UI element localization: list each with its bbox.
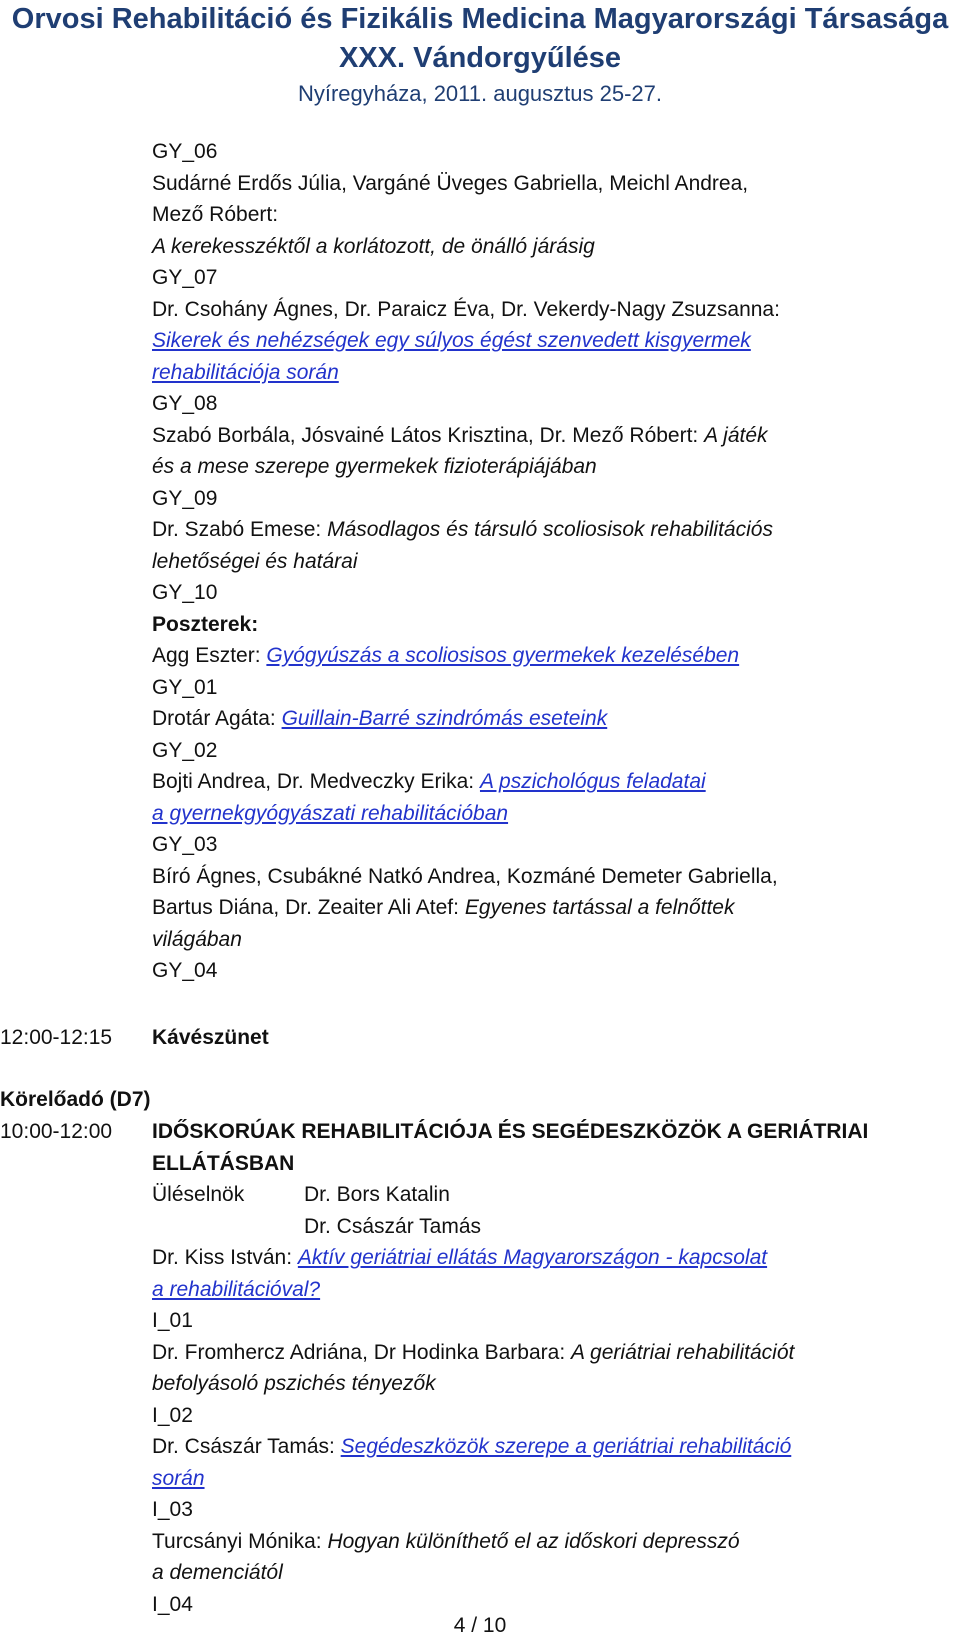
authors: Bojti Andrea, Dr. Medveczky Erika: (152, 770, 480, 793)
program-list-pediatric (152, 136, 912, 987)
talk-title-link[interactable]: Aktív geriátriai ellátás Magyarországon - kapcsolat (297, 1246, 768, 1269)
header-place-date: Nyíregyháza, 2011. augusztus 25-27. (297, 81, 663, 106)
authors: Dr. Fromhercz Adriána, Dr Hodinka Barbara: (152, 1340, 571, 1364)
talk-title: és a mese szerepe gyermekek fizioterápiájában (152, 455, 597, 478)
room-label: Körelőadó (D7) (0, 1088, 151, 1111)
code-label: GY_01 (152, 675, 218, 699)
talk-title-link[interactable]: rehabilitációja során (152, 360, 339, 384)
session-geriatric (152, 1116, 912, 1620)
authors: Drotár Agáta: (152, 707, 282, 730)
code-label: GY_04 (152, 959, 218, 982)
header-title: Orvosi Rehabilitáció és Fizikális Medicina Magyarországi Társasága (11, 3, 949, 35)
authors: Agg Eszter: (152, 644, 267, 667)
talk-title: lehetőségei és határai (152, 549, 358, 573)
poster-title-link[interactable]: a gyernekgyógyászati rehabilitációban (152, 801, 509, 825)
code-label: I_01 (152, 1309, 193, 1332)
posters-label: Poszterek: (152, 612, 259, 636)
talk-title: A geriátriai rehabilitációt (571, 1340, 795, 1364)
authors: Mező Róbert: (152, 203, 279, 226)
code-label: GY_08 (152, 392, 218, 415)
page-number: 4 / 10 (453, 1614, 507, 1637)
chairs-label: Üléselnök (152, 1183, 245, 1206)
code-label: I_02 (152, 1403, 193, 1427)
authors: Dr. Szabó Emese: (152, 518, 328, 541)
poster-title-link[interactable]: Guillain-Barré szindrómás eseteink (281, 707, 608, 730)
talk-title-link[interactable]: a rehabilitációval? (152, 1277, 321, 1301)
talk-title: A kerekesszéktől a korlátozott, de önálló járásig (152, 234, 595, 258)
authors: Dr. Kiss István: (152, 1246, 298, 1269)
code-label: GY_09 (152, 486, 218, 510)
code-label: GY_06 (152, 140, 218, 163)
header-subtitle: XXX. Vándorgyűlése (338, 42, 622, 74)
talk-title-link[interactable]: során (152, 1466, 205, 1490)
authors: Sudárné Erdős Júlia, Vargáné Üveges Gabriella, Meichl Andrea, (152, 171, 749, 195)
poster-title: Egyenes tartással a felnőttek (464, 896, 735, 919)
chair-name: Dr. Bors Katalin (304, 1183, 450, 1206)
chair-name: Dr. Császár Tamás (304, 1214, 481, 1238)
authors: Dr. Csohány Ágnes, Dr. Paraicz Éva, Dr. Vekerdy-Nagy Zsuzsanna: (152, 297, 780, 321)
poster-title-link[interactable]: Gyógyúszás a scoliosisos gyermekek kezelésében (266, 644, 740, 667)
authors: Bartus Diána, Dr. Zeaiter Ali Atef: (152, 896, 465, 919)
code-label: GY_07 (152, 266, 218, 289)
talk-title: Másodlagos és társuló scoliosisok rehabilitációs (327, 518, 773, 541)
session-title: IDŐSKORÚAK REHABILITÁCIÓJA ÉS SEGÉDESZKÖZÖK A GERIÁTRIAI (152, 1120, 869, 1143)
session-title: ELLÁTÁSBAN (152, 1151, 295, 1175)
poster-title-link[interactable]: A pszichológus feladatai (479, 770, 706, 793)
break-time: 12:00-12:15 (0, 1026, 113, 1049)
talk-title-link[interactable]: Segédeszközök szerepe a geriátriai rehabilitáció (340, 1435, 792, 1458)
talk-title-link[interactable]: Sikerek és nehézségek egy súlyos égést szenvedett kisgyermek (152, 329, 751, 352)
authors: Bíró Ágnes, Csubákné Natkó Andrea, Kozmáné Demeter Gabriella, (152, 864, 778, 888)
code-label: I_03 (152, 1498, 193, 1521)
code-label: GY_02 (152, 738, 218, 762)
talk-title: a demenciától (152, 1561, 283, 1584)
talk-title: befolyásoló pszichés tényezők (152, 1372, 436, 1395)
talk-title: A játék (704, 423, 768, 447)
authors: Szabó Borbála, Jósvainé Látos Krisztina, Dr. Mező Róbert: (152, 423, 705, 447)
break-label: Kávészünet (152, 1026, 269, 1049)
authors: Dr. Császár Tamás: (152, 1435, 341, 1458)
code-label: I_04 (152, 1592, 193, 1616)
code-label: GY_10 (152, 581, 218, 604)
chairs-spacer (152, 1211, 304, 1243)
authors: Turcsányi Mónika: (152, 1529, 328, 1553)
session-time: 10:00-12:00 (0, 1120, 113, 1143)
poster-title: világában (152, 927, 242, 951)
code-label: GY_03 (152, 833, 218, 856)
talk-title: Hogyan különíthető el az időskori depresszó (327, 1529, 740, 1553)
